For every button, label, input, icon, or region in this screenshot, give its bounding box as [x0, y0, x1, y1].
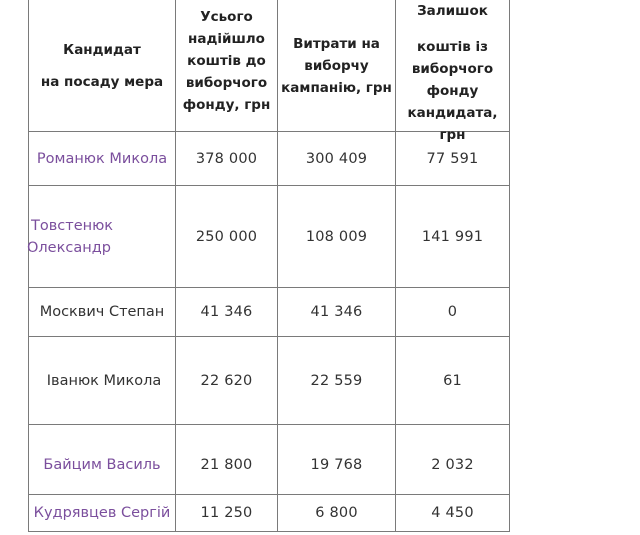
header-received [176, 0, 277, 131]
spent-value: 22 559 [310, 372, 363, 389]
header-received-line: надійшло [188, 31, 265, 47]
header-remaining [396, 0, 509, 143]
header-received-line: Усього [200, 9, 253, 25]
header-remaining-line: Залишок [417, 3, 488, 19]
table-border-right [509, 0, 510, 532]
header-remaining-line: кандидата, грн [407, 105, 498, 143]
header-received-line: виборчого [185, 75, 268, 91]
remaining-value: 77 591 [426, 150, 479, 167]
spent-value: 6 800 [315, 505, 358, 521]
received-value: 378 000 [195, 150, 258, 167]
header-spent-line: Витрати на [293, 35, 380, 52]
received-value: 22 620 [200, 372, 253, 389]
remaining-value: 61 [443, 372, 462, 389]
candidate-name[interactable]: Байцим Василь [43, 456, 161, 473]
spent-value: 41 346 [310, 304, 363, 320]
remaining-value: 2 032 [431, 456, 474, 473]
header-candidate-line: Кандидат [63, 41, 141, 58]
spent-value: 19 768 [310, 456, 363, 473]
header-received-line: коштів до [187, 53, 266, 69]
received-value: 41 346 [200, 304, 253, 320]
candidate-name[interactable]: Кудрявцев Сергій [33, 505, 171, 521]
header-candidate-line: на посаду мера [40, 73, 164, 90]
table-border-bottom [28, 531, 510, 532]
candidate-name-line: Товстенюк [31, 217, 114, 234]
header-received-line: фонду, грн [182, 97, 271, 113]
spent-value: 300 409 [305, 150, 368, 167]
candidate-name[interactable] [29, 186, 175, 287]
header-remaining-line: фонду [426, 83, 479, 99]
candidate-name[interactable]: Романюк Микола [36, 150, 168, 167]
remaining-value: 4 450 [431, 505, 474, 521]
received-value: 11 250 [200, 505, 253, 521]
received-value: 250 000 [195, 228, 258, 245]
remaining-value: 141 991 [421, 228, 484, 245]
header-spent-line: кампанію, грн [281, 79, 392, 96]
candidate-name-line: Олександр [27, 239, 111, 256]
candidate-name: Москвич Степан [39, 304, 165, 320]
received-value: 21 800 [200, 456, 253, 473]
header-remaining-line: виборчого [411, 61, 494, 77]
remaining-value: 0 [447, 304, 458, 320]
spent-value: 108 009 [305, 228, 368, 245]
header-spent [278, 0, 395, 131]
candidate-name: Іванюк Микола [46, 372, 162, 389]
header-candidate [29, 0, 175, 131]
header-spent-line: виборчу [304, 57, 369, 74]
header-remaining-line: коштів із [417, 39, 488, 55]
